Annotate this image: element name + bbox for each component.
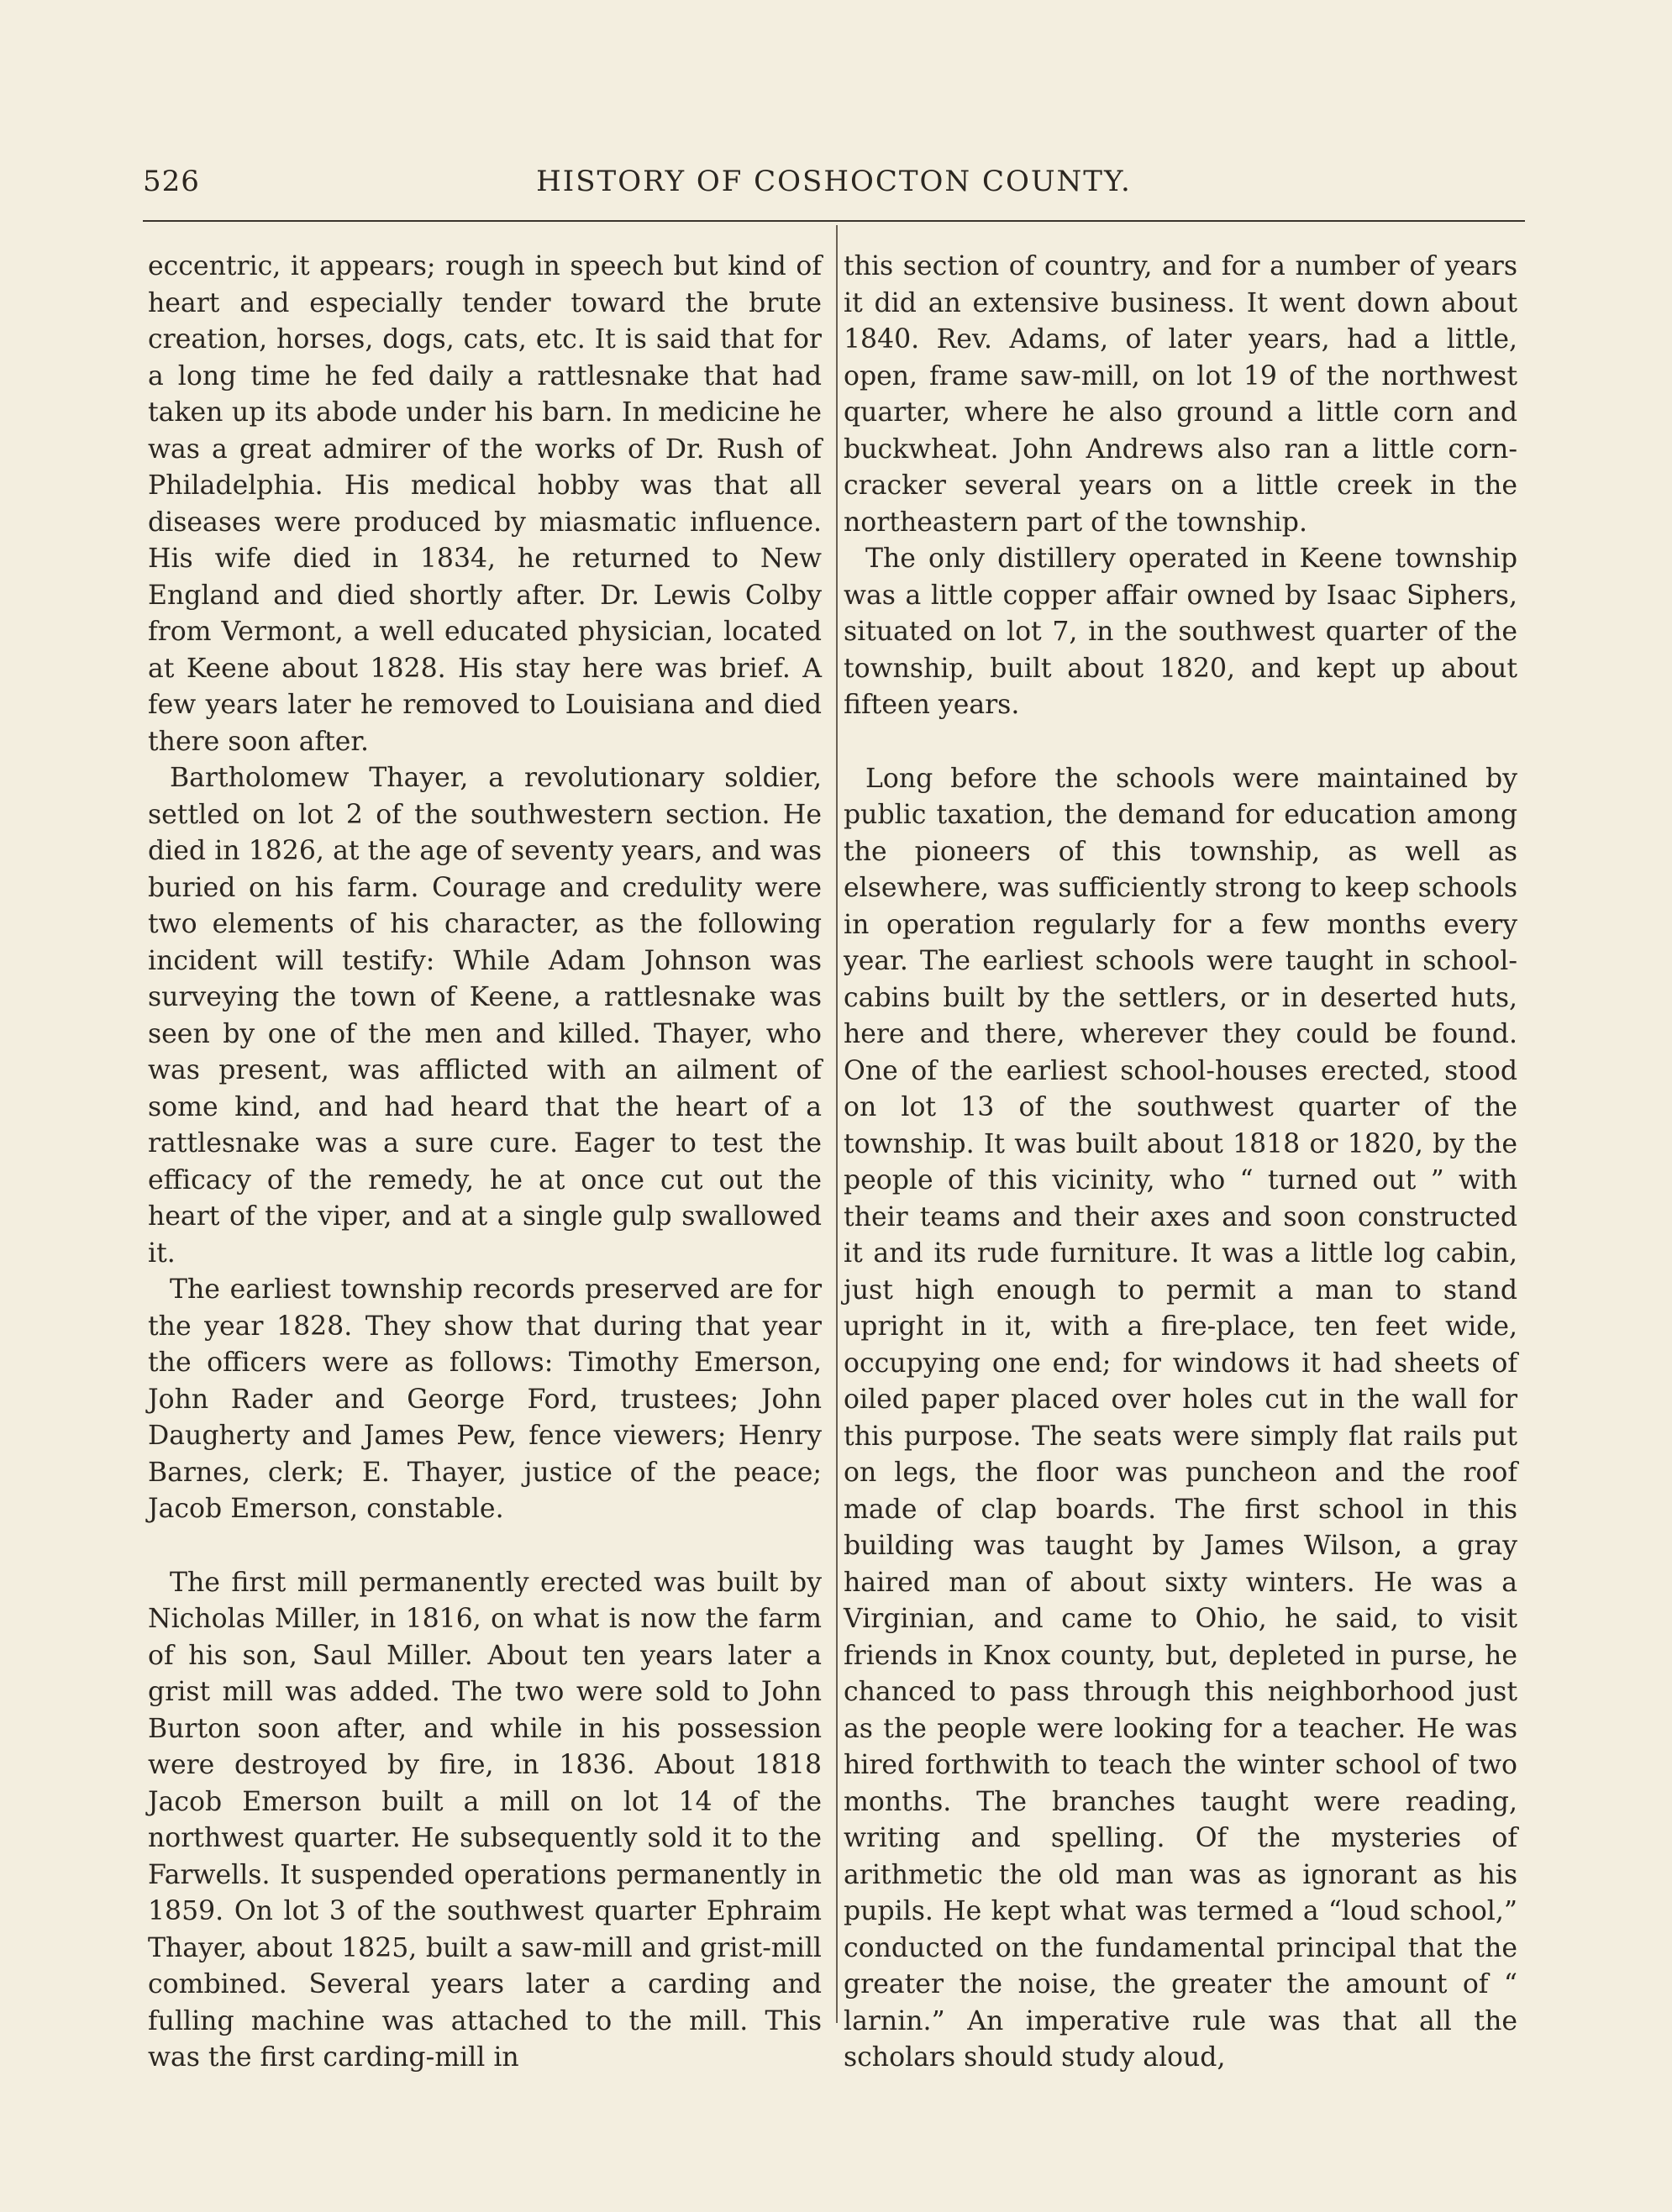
paragraph: The earliest township records preserved are for the year 1828. They show that during that year the officers were as follows: Timothy Emerson, John Rader and George Ford, trustees; John Daugherty and James Pew, fence viewers; Henry Barnes, clerk; E. Thayer, justice of the peace; Jacob Emerson, constable. (148, 1274, 822, 1524)
running-head: HISTORY OF COSHOCTON COUNTY. (536, 165, 1132, 198)
header-rule (143, 220, 1525, 222)
paragraph: The only distillery operated in Keene township was a little copper affair owned by Isaac Siphers, situated on lot 7, in the southwest quarter of the township, built about 1820, and kept up about fifteen years. (844, 544, 1517, 720)
right-column (844, 249, 1517, 2077)
page-header (143, 165, 1525, 208)
left-column (148, 249, 822, 2077)
column-divider (836, 225, 838, 2023)
paragraph: The first mill permanently erected was built by Nicholas Miller, in 1816, on what is now the farm of his son, Saul Miller. About ten years later a grist mill was added. The two were sold to John Burton soon after, and while in his possession were destroyed by fire, in 1836. About 1818 Jacob Emerson built a mill on lot 14 of the northwest quarter. He subsequently sold it to the Farwells. It suspended operations permanently in 1859. On lot 3 of the southwest quarter Ephraim Thayer, about 1825, built a saw-mill and grist-mill combined. Several years later a carding and fulling machine was attached to the mill. This was the first carding-mill in (148, 1567, 822, 2073)
paragraph: eccentric, it appears; rough in speech but kind of heart and especially tender toward the brute creation, horses, dogs, cats, etc. It is said that for a long time he fed daily a rattlesnake that had taken up its abode under his barn. In medicine he was a great admirer of the works of Dr. Rush of Philadelphia. His medical hobby was that all diseases were produced by miasmatic influence. His wife died in 1834, he returned to New England and died shortly after. Dr. Lewis Colby from Vermont, a well educated physician, located at Keene about 1828. His stay here was brief. A few years later he removed to Louisiana and died there soon after. (148, 251, 822, 757)
paragraph: Bartholomew Thayer, a revolutionary soldier, settled on lot 2 of the southwestern section. He died in 1826, at the age of seventy years, and was buried on his farm. Courage and credulity were two elements of his character, as the following incident will testify: While Adam Johnson was surveying the town of Keene, a rattlesnake was seen by one of the men and killed. Thayer, who was present, was afflicted with an ailment of some kind, and had heard that the heart of a rattlesnake was a sure cure. Eager to test the efficacy of the remedy, he at once cut out the heart of the viper, and at a single gulp swallowed it. (148, 763, 822, 1269)
paragraph: Long before the schools were maintained by public taxation, the demand for education among the pioneers of this township, as well as elsewhere, was sufficiently strong to keep schools in operation regularly for a few months every year. The earliest schools were taught in school-cabins built by the settlers, or in deserted huts, here and there, wherever they could be found. One of the earliest school-houses erected, stood on lot 13 of the southwest quarter of the township. It was built about 1818 or 1820, by the people of this vicinity, who “ turned out ” with their teams and their axes and soon constructed it and its rude furniture. It was a little log cabin, just high enough to permit a man to stand upright in it, with a fire-place, ten feet wide, occupying one end; for windows it had sheets of oiled paper placed over holes cut in the wall for this purpose. The seats were simply flat rails put on legs, the floor was puncheon and the roof made of clap boards. The first school in this building was taught by James Wilson, a gray haired man of about sixty winters. He was a Virginian, and came to Ohio, he said, to visit friends in Knox county, but, depleted in purse, he chanced to pass through this neighborhood just as the people were looking for a teacher. He was hired forthwith to teach the winter school of two months. The branches taught were reading, writing and spelling. Of the mysteries of arithmetic the old man was as ignorant as his pupils. He kept what was termed a “loud school,” conducted on the fundamental principal that the greater the noise, the greater the amount of “ larnin.” An imperative rule was that all the scholars should study aloud, (844, 763, 1517, 2073)
page-number: 526 (143, 165, 200, 198)
paragraph: this section of country, and for a number of years it did an extensive business. It went down about 1840. Rev. Adams, of later years, had a little, open, frame saw-mill, on lot 19 of the northwest quarter, where he also ground a little corn and buckwheat. John Andrews also ran a little corn-cracker several years on a little creek in the northeastern part of the township. (844, 251, 1517, 538)
